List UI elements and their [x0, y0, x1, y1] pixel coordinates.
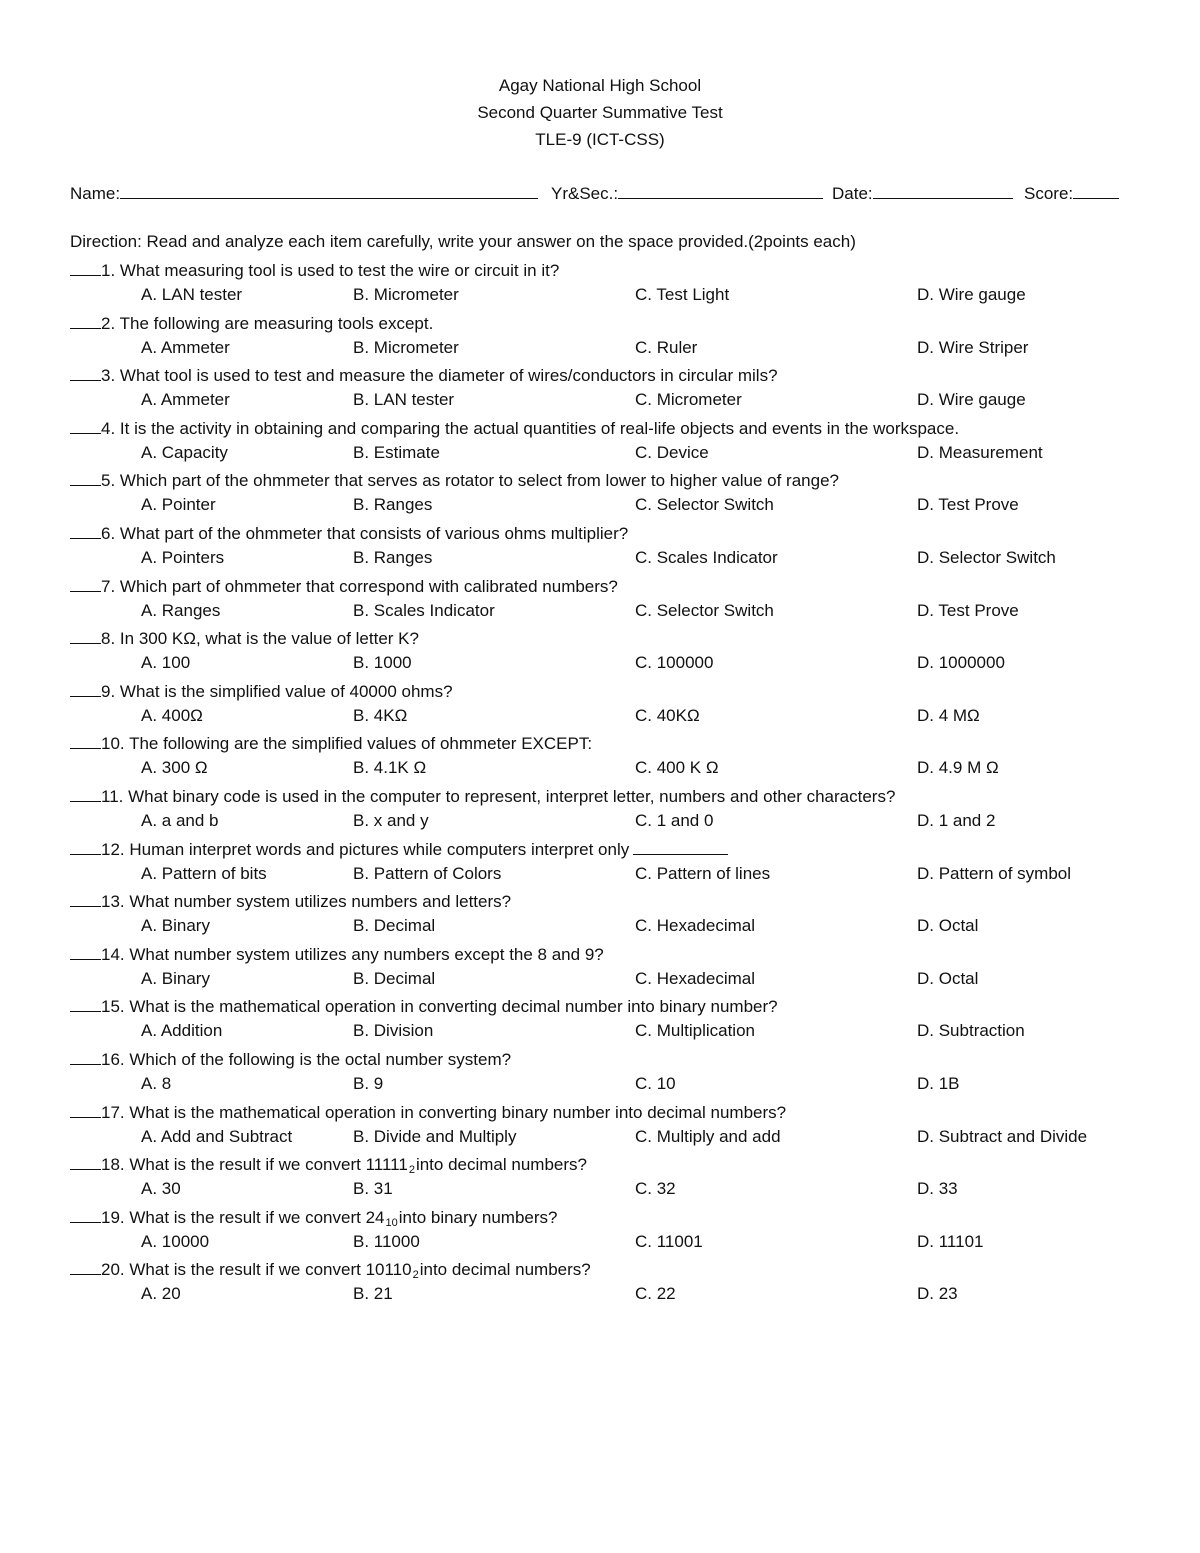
choice-c: C. Pattern of lines — [635, 863, 771, 883]
question-item — [70, 941, 1130, 994]
question-stem — [70, 575, 618, 597]
answer-blank[interactable] — [70, 1258, 101, 1275]
choice-a: A. 30 — [141, 1179, 181, 1199]
question-item — [70, 467, 1130, 520]
question-text: What is the mathematical operation in converting binary number into decimal numbers? — [129, 1102, 787, 1122]
choice-a: A. 10000 — [141, 1231, 210, 1251]
question-text: Which part of the ohmmeter that serves as rotator to select from lower to higher value of range? — [119, 471, 839, 491]
choice-c: C. 32 — [635, 1179, 676, 1199]
question-number: 3. — [101, 366, 116, 386]
question-item — [70, 257, 1130, 310]
question-item — [70, 415, 1130, 468]
choice-c: C. 100000 — [635, 653, 714, 673]
answer-blank[interactable] — [70, 785, 101, 802]
answer-blank[interactable] — [70, 417, 101, 434]
choice-row — [70, 916, 1130, 940]
question-item — [70, 520, 1130, 573]
question-item — [70, 888, 1130, 941]
question-item — [70, 678, 1130, 731]
choice-a: A. Ranges — [141, 600, 221, 620]
choice-d: D. 11101 — [917, 1231, 984, 1251]
choice-b: B. 31 — [353, 1179, 393, 1199]
question-text: What measuring tool is used to test the wire or circuit in it? — [119, 261, 560, 280]
choice-b: B. Divide and Multiply — [353, 1126, 517, 1146]
choice-row — [70, 443, 1130, 467]
question-text-end: into binary numbers? — [398, 1207, 558, 1227]
choice-row — [70, 601, 1130, 625]
question-number: 5. — [101, 471, 116, 491]
choice-c: C. Multiply and add — [635, 1126, 781, 1146]
question-text: The following are measuring tools except. — [119, 313, 434, 333]
choice-row — [70, 653, 1130, 677]
choice-a: A. 8 — [141, 1073, 172, 1093]
choice-c: C. Scales Indicator — [635, 547, 778, 567]
choice-c: C. Hexadecimal — [635, 916, 755, 936]
question-text: What is the result if we convert 11111 — [129, 1155, 408, 1175]
question-text: What is the simplified value of 40000 ohms? — [119, 681, 453, 701]
choice-row — [70, 1074, 1130, 1098]
answer-blank[interactable] — [70, 680, 101, 697]
question-stem — [70, 469, 839, 491]
question-item — [70, 310, 1130, 363]
question-text: What tool is used to test and measure the diameter of wires/conductors in circular mils? — [119, 366, 778, 386]
choice-row — [70, 969, 1130, 993]
question-item — [70, 730, 1130, 783]
choice-a: A. Pattern of bits — [141, 863, 267, 883]
choice-row — [70, 1179, 1130, 1203]
choice-d: D. Pattern of symbol — [917, 863, 1072, 883]
question-stem — [70, 1258, 591, 1281]
question-stem — [70, 1048, 511, 1070]
choice-d: D. 1B — [917, 1073, 960, 1093]
choice-c: C. Multiplication — [635, 1021, 755, 1041]
choice-c: C. Selector Switch — [635, 495, 774, 515]
choice-a: A. Pointers — [141, 547, 225, 567]
choice-c: C. 11001 — [635, 1231, 703, 1251]
question-stem — [70, 364, 778, 386]
choice-row — [70, 495, 1130, 519]
question-number: 12. — [101, 839, 125, 859]
choice-a: A. LAN tester — [141, 285, 243, 304]
question-number: 20. — [101, 1260, 125, 1280]
yrsec-line — [618, 180, 823, 199]
choice-a: A. a and b — [141, 810, 219, 830]
question-item — [70, 362, 1130, 415]
choice-b: B. Decimal — [353, 968, 436, 988]
question-text: Which of the following is the octal number system? — [129, 1049, 512, 1069]
question-stem — [70, 943, 604, 965]
question-number: 13. — [101, 892, 125, 912]
question-text: In 300 KΩ, what is the value of letter K? — [119, 629, 419, 649]
school-name: Agay National High School — [498, 76, 702, 95]
choice-d: D. Subtraction — [917, 1021, 1025, 1041]
question-stem — [70, 522, 628, 544]
choice-d: D. Selector Switch — [917, 547, 1056, 567]
choice-c: C. 40KΩ — [635, 705, 700, 725]
date-label: Date: — [832, 184, 873, 203]
question-item — [70, 836, 1130, 889]
choice-a: A. Ammeter — [141, 390, 230, 410]
question-item — [70, 573, 1130, 626]
question-item — [70, 625, 1130, 678]
name-field[interactable] — [70, 180, 538, 204]
choice-b: B. Decimal — [353, 916, 436, 936]
choice-d: D. Measurement — [917, 442, 1043, 462]
choice-row — [70, 338, 1130, 362]
question-stem — [70, 627, 419, 649]
name-label: Name: — [70, 184, 121, 203]
question-item — [70, 1046, 1130, 1099]
choice-row — [70, 1127, 1130, 1151]
question-text: What number system utilizes numbers and letters? — [129, 892, 512, 912]
name-line — [120, 180, 538, 199]
choice-row — [70, 1232, 1130, 1256]
question-stem — [70, 312, 433, 334]
choice-a: A. 400Ω — [141, 705, 203, 725]
choice-row — [70, 1021, 1130, 1045]
question-number: 8. — [101, 629, 116, 649]
choice-d: D. Test Prove — [917, 600, 1019, 620]
question-stem — [70, 732, 592, 754]
question-item — [70, 993, 1130, 1046]
answer-blank[interactable] — [70, 364, 101, 381]
question-item — [70, 1204, 1130, 1257]
choice-a: A. Pointer — [141, 495, 216, 515]
question-number: 16. — [101, 1049, 125, 1069]
question-text: What is the result if we convert 10110 — [129, 1260, 412, 1280]
question-stem — [70, 1206, 558, 1229]
question-item — [70, 783, 1130, 836]
question-text: It is the activity in obtaining and comparing the actual quantities of real-life objects and events in the workspace. — [119, 418, 960, 438]
answer-blank[interactable] — [70, 890, 101, 907]
choice-row — [70, 811, 1130, 835]
choice-c: C. 22 — [635, 1284, 676, 1304]
choice-d: D. Wire gauge — [917, 390, 1026, 410]
answer-blank[interactable] — [70, 627, 101, 644]
question-stem — [70, 680, 453, 702]
question-stem — [70, 890, 511, 912]
choice-d: D. 1000000 — [917, 653, 1005, 673]
choice-b: B. Scales Indicator — [353, 600, 495, 620]
choice-b: B. Ranges — [353, 547, 433, 567]
score-label: Score: — [1024, 184, 1074, 203]
choice-row — [70, 864, 1130, 888]
question-stem — [70, 417, 959, 439]
choice-c: C. 1 and 0 — [635, 810, 714, 830]
choice-b: B. 4.1K Ω — [353, 758, 427, 778]
student-info-row — [70, 180, 1125, 204]
choice-d: D. Subtract and Divide — [917, 1126, 1088, 1146]
question-number: 10. — [101, 734, 125, 754]
choice-d: D. Octal — [917, 916, 979, 936]
choice-b: B. x and y — [353, 810, 429, 830]
question-number: 15. — [101, 997, 125, 1017]
choice-a: A. Capacity — [141, 442, 228, 462]
base-subscript: 10 — [385, 1216, 398, 1229]
choice-b: B. 1000 — [353, 653, 412, 673]
choice-d: D. Wire gauge — [917, 285, 1026, 304]
question-text: What number system utilizes any numbers except the 8 and 9? — [129, 944, 604, 964]
answer-blank[interactable] — [70, 943, 101, 960]
choice-b: B. 9 — [353, 1073, 384, 1093]
question-text: What is the result if we convert 24 — [129, 1207, 385, 1227]
choice-c: C. Hexadecimal — [635, 968, 755, 988]
choice-c: C. Ruler — [635, 337, 698, 357]
choice-b: B. Micrometer — [353, 337, 459, 357]
choice-d: D. 4.9 M Ω — [917, 758, 999, 778]
choice-row — [70, 758, 1130, 782]
choice-d: D. Test Prove — [917, 495, 1019, 515]
question-number: 1. — [101, 261, 116, 280]
question-stem — [70, 1101, 786, 1123]
subject-title: TLE-9 (ICT-CSS) — [535, 130, 665, 149]
direction-text: Direction: Read and analyze each item carefully, write your answer on the space provided.(2points each) — [70, 232, 856, 251]
question-stem — [70, 838, 728, 860]
question-number: 6. — [101, 523, 116, 543]
choice-a: A. Binary — [141, 968, 210, 988]
choice-b: B. Estimate — [353, 442, 440, 462]
choice-b: B. Ranges — [353, 495, 433, 515]
question-text-end: into decimal numbers? — [415, 1155, 587, 1175]
choice-b: B. LAN tester — [353, 390, 455, 410]
question-number: 9. — [101, 681, 116, 701]
question-number: 2. — [101, 313, 116, 333]
document-header — [0, 72, 1200, 153]
answer-blank[interactable] — [70, 1206, 101, 1223]
base-subscript: 2 — [412, 1269, 419, 1282]
question-item — [70, 1099, 1130, 1152]
choice-b: B. Division — [353, 1021, 434, 1041]
question-item — [70, 1256, 1130, 1309]
question-text: What is the mathematical operation in converting decimal number into binary number? — [129, 997, 778, 1017]
answer-blank[interactable] — [70, 575, 101, 592]
answer-blank[interactable] — [70, 838, 101, 855]
question-number: 17. — [101, 1102, 125, 1122]
choice-d: D. 33 — [917, 1179, 958, 1199]
question-list — [70, 257, 1130, 1309]
choice-a: A. Binary — [141, 916, 210, 936]
choice-row — [70, 1284, 1130, 1308]
yrsec-field[interactable] — [551, 180, 823, 204]
choice-row — [70, 390, 1130, 414]
choice-a: A. 100 — [141, 653, 191, 673]
choice-row — [70, 548, 1130, 572]
question-text: Which part of ohmmeter that correspond with calibrated numbers? — [119, 576, 618, 596]
choice-row — [70, 706, 1130, 730]
question-number: 11. — [101, 786, 124, 806]
question-text-end: into decimal numbers? — [419, 1260, 591, 1280]
choice-b: B. 11000 — [353, 1231, 420, 1251]
choice-d: D. Octal — [917, 968, 979, 988]
date-field[interactable] — [832, 180, 1013, 204]
answer-blank[interactable] — [70, 259, 101, 276]
date-line — [873, 180, 1013, 199]
question-number: 14. — [101, 944, 125, 964]
answer-blank[interactable] — [70, 995, 101, 1012]
question-text: What binary code is used in the computer to represent, interpret letter, numbers and other characters? — [128, 786, 896, 806]
answer-blank[interactable] — [70, 732, 101, 749]
yrsec-label: Yr&Sec.: — [551, 184, 619, 203]
choice-d: D. Wire Striper — [917, 337, 1029, 357]
choice-d: D. 1 and 2 — [917, 810, 996, 830]
choice-c: C. Micrometer — [635, 390, 742, 410]
choice-a: A. Add and Subtract — [141, 1126, 293, 1146]
choice-a: A. Ammeter — [141, 337, 230, 357]
base-subscript: 2 — [408, 1164, 415, 1177]
score-line — [1073, 180, 1119, 199]
question-text: What part of the ohmmeter that consists of various ohms multiplier? — [119, 523, 629, 543]
score-field[interactable] — [1024, 180, 1119, 204]
choice-c: C. Test Light — [635, 285, 730, 304]
fill-in-blank-line — [633, 838, 728, 855]
choice-b: B. 21 — [353, 1284, 393, 1304]
test-title: Second Quarter Summative Test — [477, 103, 723, 122]
question-text: The following are the simplified values of ohmmeter EXCEPT: — [129, 734, 593, 754]
choice-d: D. 4 MΩ — [917, 705, 980, 725]
choice-c: C. Device — [635, 442, 709, 462]
question-stem — [70, 995, 778, 1017]
question-number: 7. — [101, 576, 116, 596]
question-item — [70, 1151, 1130, 1204]
choice-c: C. 10 — [635, 1073, 676, 1093]
answer-blank[interactable] — [70, 312, 101, 329]
question-number: 19. — [101, 1207, 125, 1227]
question-stem — [70, 1153, 587, 1176]
question-text: Human interpret words and pictures while computers interpret only — [129, 839, 630, 859]
answer-blank[interactable] — [70, 1048, 101, 1065]
choice-row — [70, 285, 1130, 309]
choice-a: A. Addition — [141, 1021, 223, 1041]
answer-blank[interactable] — [70, 1153, 101, 1170]
question-number: 4. — [101, 418, 116, 438]
choice-a: A. 300 Ω — [141, 758, 208, 778]
question-number: 18. — [101, 1155, 125, 1175]
answer-blank[interactable] — [70, 469, 101, 486]
choice-a: A. 20 — [141, 1284, 181, 1304]
choice-c: C. Selector Switch — [635, 600, 774, 620]
answer-blank[interactable] — [70, 522, 101, 539]
choice-b: B. Pattern of Colors — [353, 863, 502, 883]
choice-b: B. 4KΩ — [353, 705, 408, 725]
choice-b: B. Micrometer — [353, 285, 459, 304]
question-stem — [70, 785, 895, 807]
choice-c: C. 400 K Ω — [635, 758, 719, 778]
question-stem — [70, 259, 559, 281]
choice-d: D. 23 — [917, 1284, 958, 1304]
answer-blank[interactable] — [70, 1101, 101, 1118]
